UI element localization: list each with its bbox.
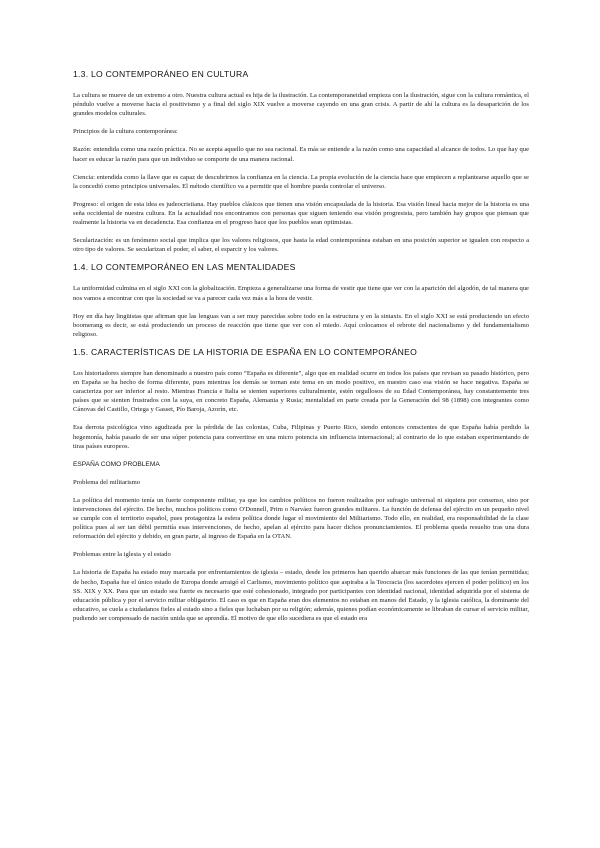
paragraph: La cultura se mueve de un extremo a otro. Nuestra cultura actual es hija de la ilustración. La contemporaneidad empieza con la ilustración, sigue con la cultura romántica, el péndulo vuelve a moverse hacia el positivismo y a final del siglo XIX vuelve a moverse cayendo en una gran crisis. A partir de ahí la cultura es la desaparición de los grandes modelos culturales. (73, 92, 529, 118)
section-heading-spain-history: 1.5. CARACTERÍSTICAS DE LA HISTORIA DE ESPAÑA EN LO CONTEMPORÁNEO (73, 346, 418, 357)
section-heading-culture: 1.3. LO CONTEMPORÁNEO EN CULTURA (73, 69, 249, 79)
paragraph: Esa derrota psicológica vino agudizada por la pérdida de las colonias, Cuba, Filipinas y Puerto Rico, siendo entonces conscientes de que España había perdido la hegemonía, había pasado de ser una súper potencia para convertirse en una micro potencia sin influencia internacional; al contrario de lo que estaban experimentando de tiras países europeos. (73, 424, 529, 450)
paragraph: Los historiadores siempre han denominado a nuestro país como “España es diferente”, algo que en realidad ocurre en todos los países que revisan su pasado histórico, pero en España se ha hecho de forma diferente, pues mientras los demás se tornan este tema en un modo positivo, en nuestro caso esa visión se hace negativa. España se caracteriza por ser inferior al resto. Mientras Francia e Italia se sienten superiores culturalmente, estén orgullosos de su Edad Contemporánea, hay constantemente tres países que se sienten frustrados con la suya, en concreto España, Alemania y Rusia; mentalidad en parte creada por la Generación del 98 (1898) con integrantes como Cánovas del Castillo, Ortega y Gasset, Pío Baroja, Azorín, etc. (73, 369, 529, 414)
subheading-spain-problem: ESPAÑA COMO PROBLEMA (73, 460, 160, 468)
paragraph: Hoy en día hay lingüistas que afirman que las lenguas van a ser muy parecidas sobre todo en la estructura y en la sintaxis. En el siglo XXI se está produciendo un efecto boomerang es decir, se está produciendo un proceso de reacción que tiene que ver con el miedo. Aquí colocamos el rebrote del nacionalismo y del fundamentalismo religioso. (73, 312, 529, 338)
paragraph: Razón: entendida como una razón práctica. No se acepta aquello que no sea racional. Es más se entiende a la razón como una capacidad al alcance de todos. Lo que hay que hacer es educar la razón para que un individuo se comporte de una manera racional. (73, 146, 529, 163)
problem-title: Problema del militarismo (73, 478, 141, 486)
section-heading-mentalities: 1.4. LO CONTEMPORÁNEO EN LAS MENTALIDADES (73, 262, 296, 273)
paragraph: Secularización: es un fenómeno social que implica que los valores religiosos, que hasta la edad contemporánea estaban en una posición superior se igualen con respecto a otro tipo de valores. Se secularizan el poder, el saber, el esparcir y los valores. (73, 237, 529, 254)
paragraph: Ciencia: entendida como la llave que es capaz de descubrirnos la confianza en la ciencia. La propia evolución de la ciencia hace que empiecen a replantearse aquello que se la concedió como principios universales. El método científico va a permitir que el hombre pueda controlar el universo. (73, 173, 529, 190)
paragraph: Progreso: el origen de esta idea es judeocristiana. Hay pueblos clásicos que tienen una visión encapsulada de la historia. Esa visión lineal hacia mejor de la historia es una seña occidental de nuestra cultura. En la actualidad nos encontramos con personas que siguen teniendo esa visión progresista, pero también hay grupos que piensan que realmente la historia va en decadencia. Esa confianza en el progreso hace que los pueblos sean optimistas. (73, 200, 529, 227)
problem-text: La política del momento tenía un fuerte componente militar, ya que los cambios políticos no fueron realizados por sufragio universal ni siquiera por consenso, sino por intervenciones del ejército. De hecho, muchos políticos como O'Donnell, Prim o Narváez fueron grandes militares. La función de defensa del ejército en un pequeño nivel se cumple con el territorio español, pues protagoniza la esfera política donde lugar el movimiento del Militarismo. Todo ello, en realidad, era responsabilidad de la clase política pues al ser tan débil permitía esas intervenciones, de hecho, apelan al ejército para hacer dichos pronunciamientos. El problema queda resuelto tras una dura reformación del ejército y debido, en gran parte, al ingreso de España en la OTAN. (73, 496, 529, 541)
paragraph: La uniformidad culmina en el siglo XXI con la globalización. Empieza a generalizarse una forma de vestir que tiene que ver con la aparición del algodón, de tal manera que nos vamos a encontrar con que la sociedad se va a parecer cada vez más a la hora de vestir. (73, 285, 529, 302)
problem-title: Problemas entre la iglesia y el estado (73, 551, 171, 559)
problem-text: La historia de España ha estado muy marcada por enfrentamientos de iglesia – estado, desde los primeros han querido abarcar más funciones de las que tenían permitidas; de hecho, España fue el único estado de Europa donde arraigó el Carlismo, movimiento político que aspiraba a la Teocracia (los sacerdotes ejercen el poder político) en los SS. XIX y XX. Para que un estado sea fuerte es necesario que esté cohesionado, integrado por participantes con identidad nacional, identidad adquirida por el sistema de educación pública y por el servicio militar obligatorio. El caso es que en España eran dos elementos no estaban en manos del Estado, y la iglesia católica, la dominante del educativo, se cuela a ciudadanos fieles al estado sino a fieles que luchaban por su religión; además, quienes podían económicamente se libraban de cursar el servicio militar, pudiendo ser compensado de nación unida que se aprendía. El motivo de que ello sucediera es que el estado era (73, 569, 529, 622)
paragraph: Principios de la cultura contemporánea: (73, 128, 178, 136)
